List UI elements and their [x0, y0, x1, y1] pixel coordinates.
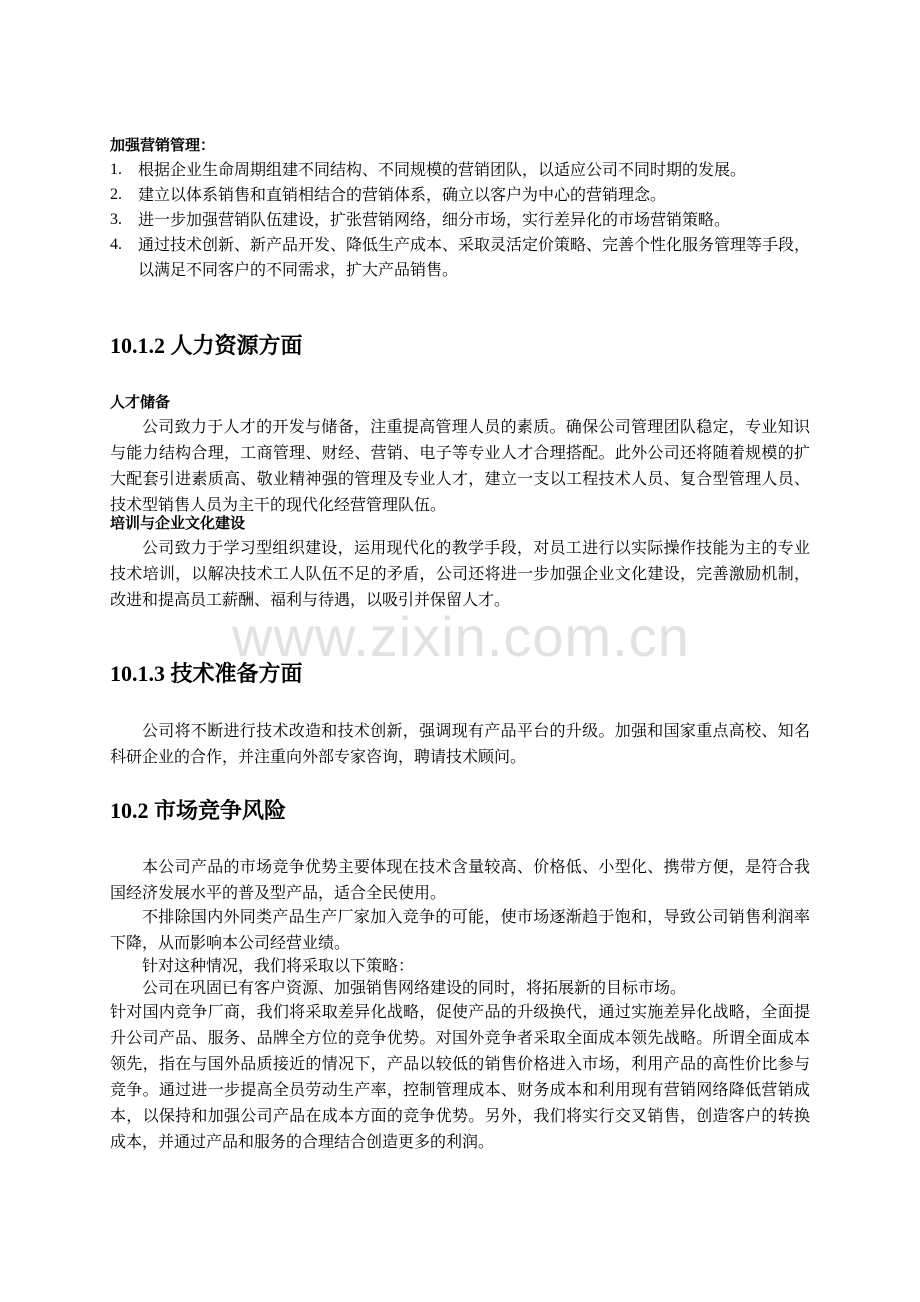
marketing-list	[110, 157, 810, 282]
list-item-text: 建立以体系销售和直销相结合的营销体系，确立以客户为中心的营销理念。	[138, 185, 667, 204]
list-item-text: 进一步加强营销队伍建设，扩张营销网络，细分市场，实行差异化的市场营销策略。	[138, 210, 731, 229]
paragraph-talent: 公司致力于人才的开发与储备，注重提高管理人员的素质。确保公司管理团队稳定，专业知识与能力结构合理，工商管理、财经、营销、电子等专业人才合理搭配。此外公司还将随着规模的扩大配套引进素质高、敬业精神强的管理及专业人才，建立一支以工程技术人员、复合型管理人员、技术型销售人员为主干的现代化经营管理队伍。	[110, 417, 810, 514]
paragraph-risk-5: 针对国内竞争厂商，我们将采取差异化战略，促使产品的升级换代，通过实施差异化战略，全面提升公司产品、服务、品牌全方位的竞争优势。对国外竞争者采取全面成本领先战略。所谓全面成本领先，指在与国外品质接近的情况下，产品以较低的销售价格进入市场，利用产品的高性价比参与竞争。通过进一步提高全员劳动生产率，控制管理成本、财务成本和利用现有营销网络降低营销成本，以保持和加强公司产品在成本方面的竞争优势。另外，我们将实行交叉销售，创造客户的转换成本，并通过产品和服务的合理结合创造更多的利润。	[110, 1002, 810, 1151]
list-item	[110, 232, 810, 282]
section-heading-hr: 10.1.2 人力资源方面	[110, 333, 303, 358]
list-item	[110, 182, 810, 207]
list-item-text: 根据企业生命周期组建不同结构、不同规模的营销团队，以适应公司不同时期的发展。	[138, 160, 747, 179]
list-item-text: 通过技术创新、新产品开发、降低生产成本、采取灵活定价策略、完善个性化服务管理等手段，以满足不同客户的不同需求，扩大产品销售。	[138, 235, 811, 279]
section-heading-tech: 10.1.3 技术准备方面	[110, 661, 303, 686]
watermark: www.zixin.com.cn	[232, 605, 690, 668]
paragraph-training: 公司致力于学习型组织建设，运用现代化的教学手段，对员工进行以实际操作技能为主的专业技术培训，以解决技术工人队伍不足的矛盾，公司还将进一步加强企业文化建设，完善激励机制，改进和提高员工薪酬、福利与待遇，以吸引并保留人才。	[110, 538, 810, 609]
list-number: 3.	[110, 211, 122, 228]
paragraph-tech: 公司将不断进行技术改造和技术创新，强调现有产品平台的升级。加强和国家重点高校、知名科研企业的合作，并注重向外部专家咨询，聘请技术顾问。	[110, 721, 810, 766]
list-item	[110, 157, 810, 182]
subheading-training: 培训与企业文化建设	[110, 514, 246, 532]
paragraph-risk-4: 公司在巩固已有客户资源、加强销售网络建设的同时，将拓展新的目标市场。	[142, 978, 687, 997]
list-number: 4.	[110, 236, 122, 253]
marketing-lead: 加强营销管理：	[110, 136, 216, 154]
paragraph-risk-1: 本公司产品的市场竞争优势主要体现在技术含量较高、价格低、小型化、携带方便，是符合我国经济发展水平的普及型产品，适合全民使用。	[110, 857, 810, 902]
paragraph-risk-3: 针对这种情况，我们将采取以下策略：	[142, 956, 415, 975]
list-number: 1.	[110, 161, 122, 178]
paragraph-risk-2: 不排除国内外同类产品生产厂家加入竞争的可能，使市场逐渐趋于饱和，导致公司销售利润率下降，从而影响本公司经营业绩。	[110, 907, 810, 952]
subheading-talent: 人才储备	[110, 393, 171, 411]
section-heading-risk: 10.2 市场竞争风险	[110, 798, 287, 823]
list-item	[110, 207, 810, 232]
list-number: 2.	[110, 186, 122, 203]
